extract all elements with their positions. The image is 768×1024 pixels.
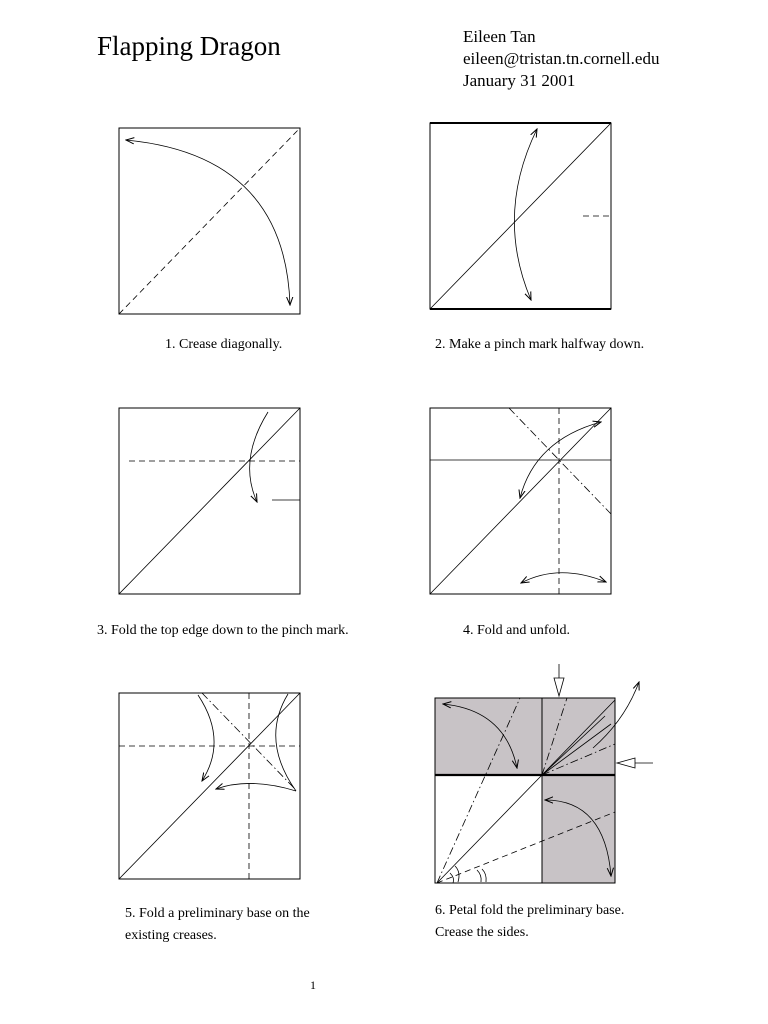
step-5-diagram	[110, 685, 310, 885]
push-arrow-head	[617, 758, 635, 768]
shaded-flap-top-left	[435, 698, 542, 775]
step-1-caption: 1. Crease diagonally.	[165, 337, 283, 352]
step-6-caption	[435, 900, 695, 944]
step-3-caption: 3. Fold the top edge down to the pinch mark.	[97, 623, 349, 638]
author-name: Eileen Tan	[463, 27, 536, 46]
step-4-diagram	[425, 400, 620, 600]
page-number-row	[0, 978, 768, 993]
page-number: 1	[310, 978, 316, 992]
step-6-caption-line-1: 6. Petal fold the preliminary base.	[435, 903, 625, 918]
step-5-caption	[125, 903, 385, 947]
push-arrow-head	[554, 678, 564, 696]
step-6-caption-line-2: Crease the sides.	[435, 925, 529, 940]
step-2-caption: 2. Make a pinch mark halfway down.	[435, 337, 645, 352]
step-4-caption: 4. Fold and unfold.	[463, 623, 570, 638]
step-6-diagram	[425, 660, 675, 890]
step-3-diagram	[110, 400, 310, 600]
shaded-flap-bottom-right	[542, 775, 615, 883]
author-block	[463, 26, 659, 92]
author-email: eileen@tristan.tn.cornell.edu	[463, 49, 660, 68]
step-1-diagram	[110, 120, 310, 325]
step-5-caption-line-2: existing creases.	[125, 928, 217, 943]
step-2-diagram	[425, 115, 620, 315]
document-date: January 31 2001	[463, 71, 576, 90]
step-5-caption-line-1: 5. Fold a preliminary base on the	[125, 906, 310, 921]
document-title: Flapping Dragon	[97, 31, 281, 61]
